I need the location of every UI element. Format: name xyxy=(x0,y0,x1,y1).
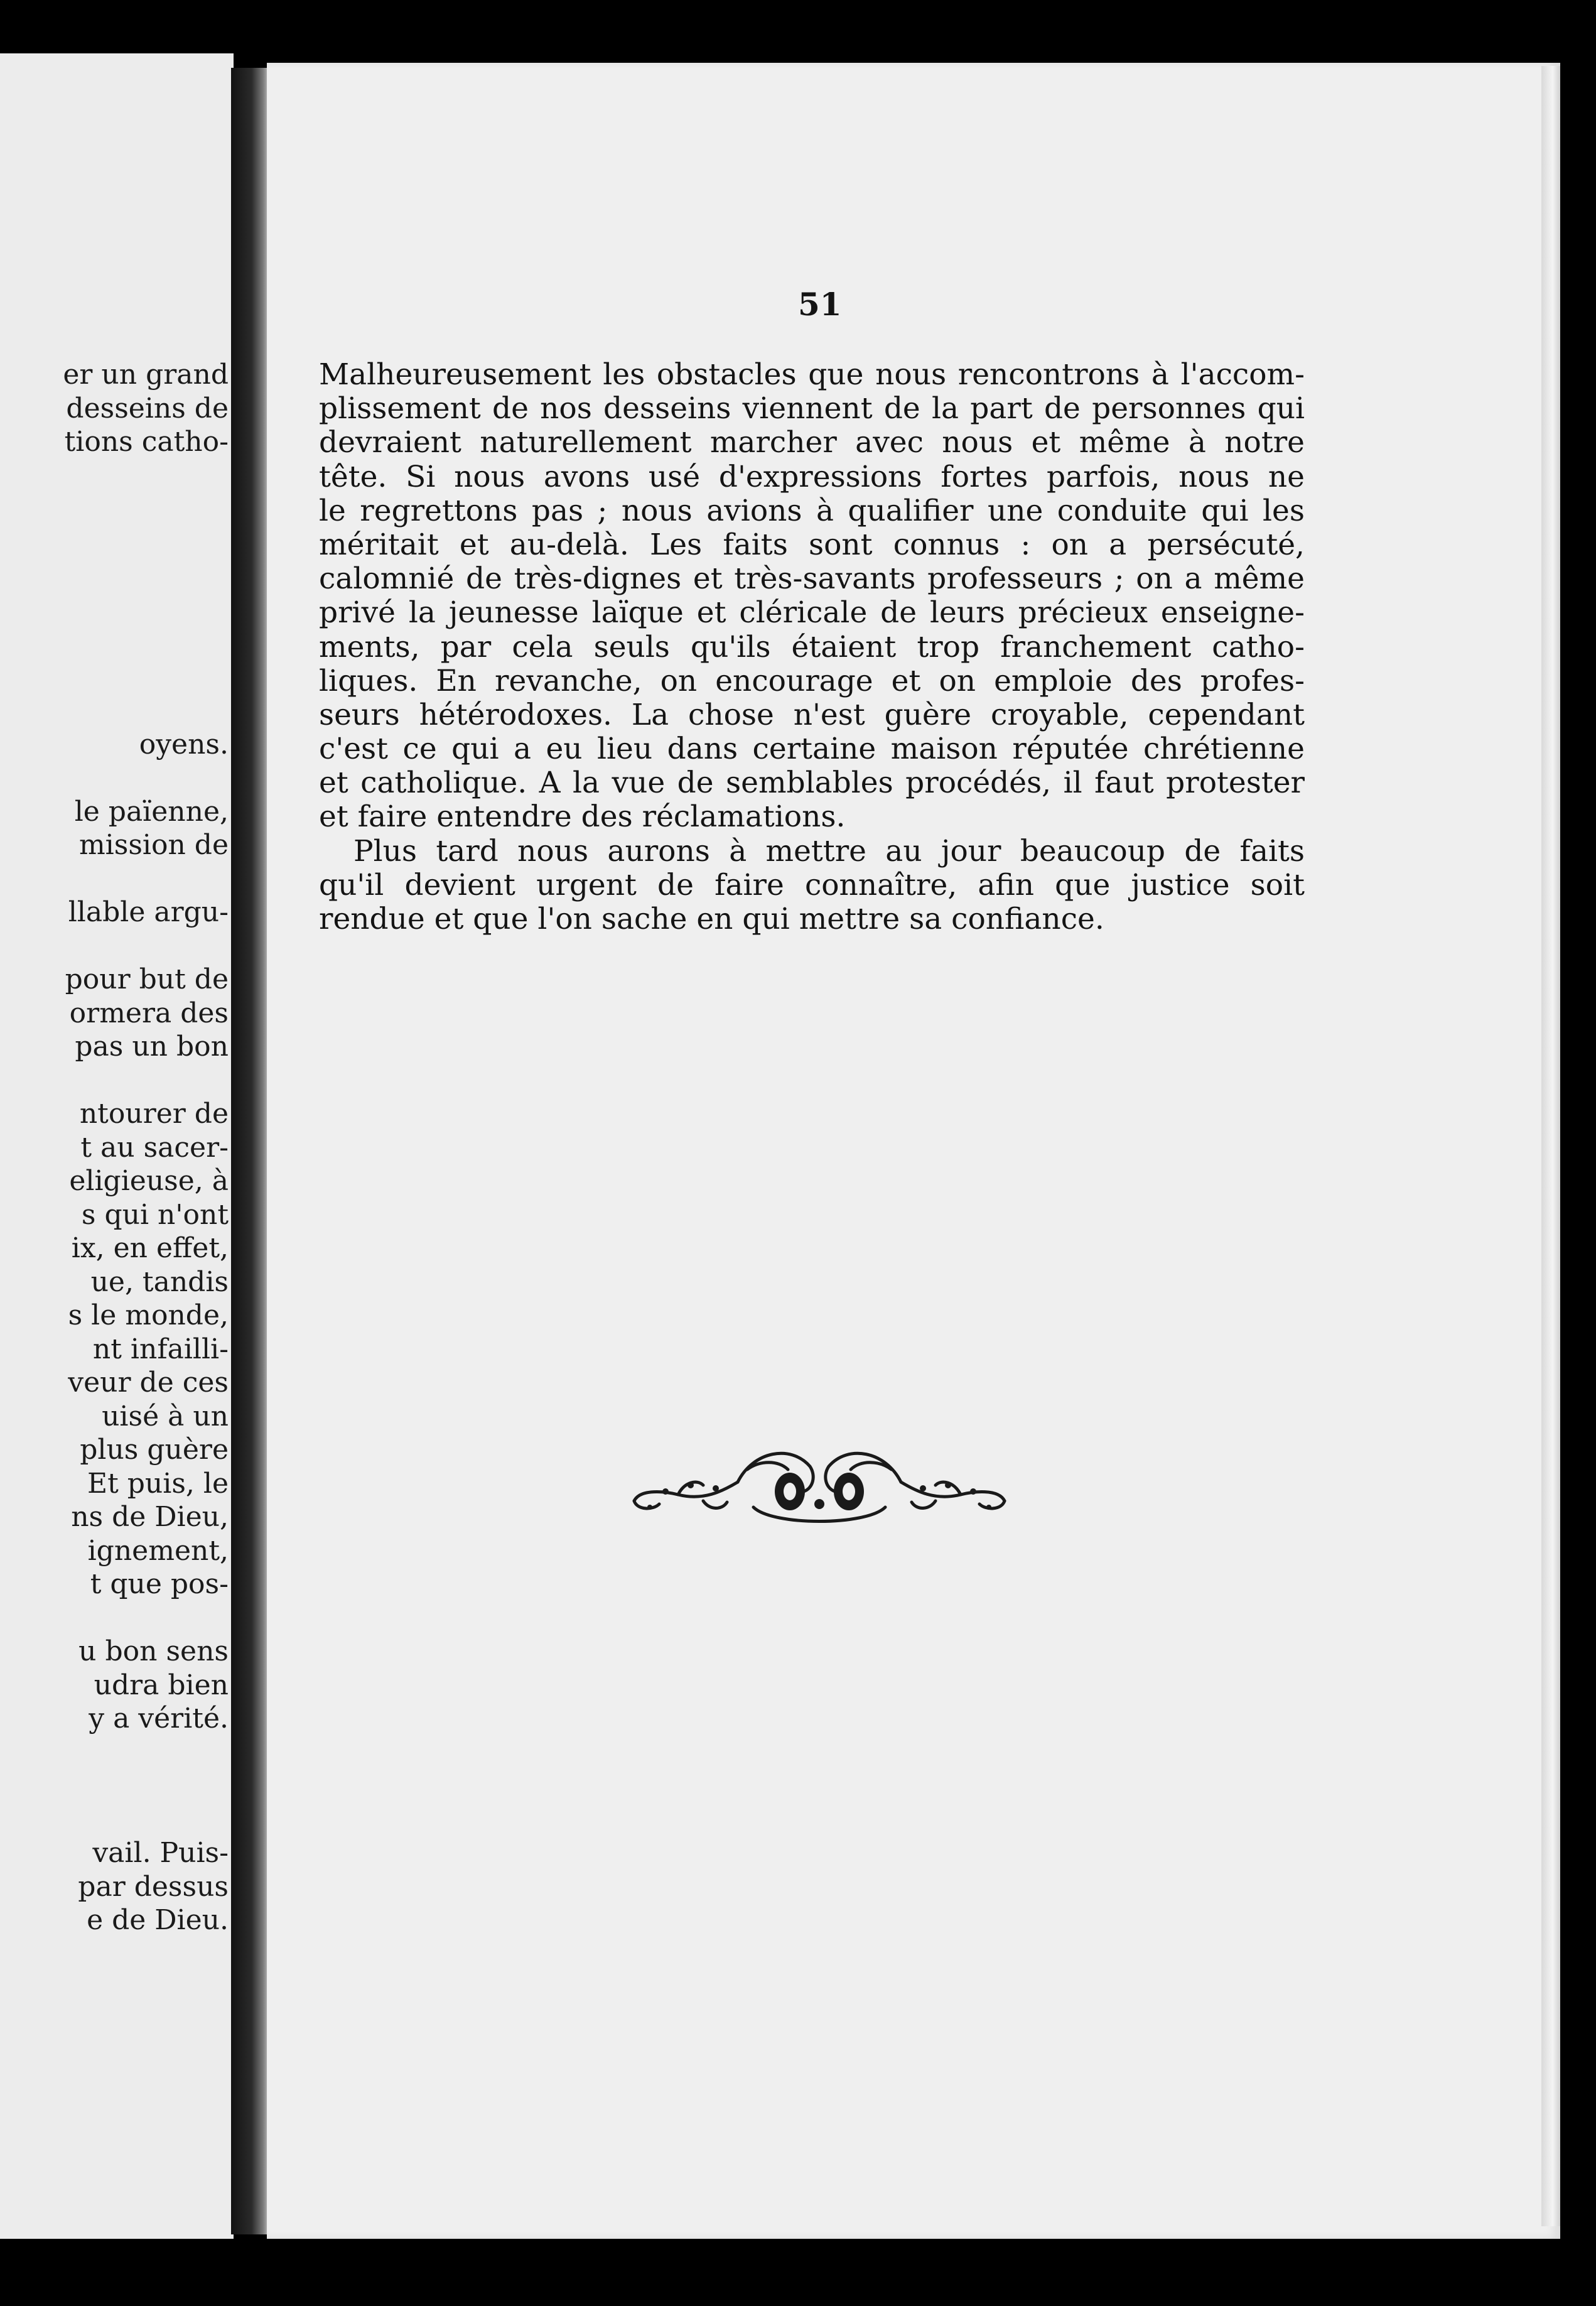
left-page-line xyxy=(0,627,229,661)
left-page-line xyxy=(0,862,229,896)
page-number: 51 xyxy=(798,286,842,323)
text-line: qu'il devient urgent de faire connaître, afin que justice soit xyxy=(319,867,1305,902)
left-page-line: s qui n'ont xyxy=(81,1198,229,1231)
left-page-line xyxy=(0,1601,229,1635)
text-line: et faire entendre des réclamations. xyxy=(319,799,846,835)
left-page-line: llable argu- xyxy=(68,896,229,928)
text-line: méritait et au-delà. Les faits sont connus : on a persécuté, xyxy=(319,527,1305,562)
left-page-line: udra bien xyxy=(94,1669,229,1701)
left-page-line: ignement, xyxy=(87,1534,229,1567)
left-page-line: ntourer de xyxy=(79,1098,229,1130)
left-page-line: vail. Puis- xyxy=(92,1837,229,1869)
left-page-line xyxy=(0,1064,229,1098)
left-page-line: er un grand xyxy=(63,359,229,391)
left-page-line xyxy=(0,1803,229,1837)
left-page-line xyxy=(0,560,229,593)
left-page-line xyxy=(0,492,229,526)
left-page-line: veur de ces xyxy=(68,1367,229,1399)
text-line: rendue et que l'on sache en qui mettre sa confiance. xyxy=(319,902,1104,936)
text-line: plissement de nos desseins viennent de la part de personnes qui xyxy=(319,391,1305,426)
text-line: calomnié de très-dignes et très-savants professeurs ; on a même xyxy=(319,561,1305,597)
left-page-line: plus guère xyxy=(80,1434,229,1466)
text-line: liques. En revanche, on encourage et on emploie des profes- xyxy=(319,663,1305,698)
left-page-line: mission de xyxy=(78,829,229,861)
left-page-line: pas un bon xyxy=(75,1031,229,1063)
left-page-line xyxy=(0,526,229,560)
left-page-line xyxy=(0,1736,229,1770)
left-page-line xyxy=(0,593,229,627)
left-page-fragment xyxy=(0,53,234,2239)
left-page-line: par dessus xyxy=(78,1870,229,1903)
left-page-line xyxy=(0,1769,229,1803)
left-page-line: pour but de xyxy=(65,963,229,995)
left-page-line xyxy=(0,694,229,728)
left-page-line: oyens. xyxy=(139,728,229,761)
left-page-line: ns de Dieu, xyxy=(71,1501,229,1533)
text-line: Plus tard nous aurons à mettre au jour beaucoup de faits xyxy=(353,833,1305,869)
text-line: et catholique. A la vue de semblables procédés, il faut protester xyxy=(319,766,1305,801)
left-page-line: tions catho- xyxy=(64,426,229,458)
left-page-line: s le monde, xyxy=(68,1299,229,1331)
left-page-line: ormera des xyxy=(69,997,229,1029)
left-page-line: nt infailli- xyxy=(92,1333,229,1365)
left-page-line: e de Dieu. xyxy=(87,1904,229,1936)
text-line: c'est ce qui a eu lieu dans certaine maison réputée chrétienne xyxy=(319,732,1305,767)
left-page-line: y a vérité. xyxy=(89,1702,229,1735)
binding-gutter xyxy=(231,68,269,2234)
text-line: seurs hétérodoxes. La chose n'est guère croyable, cependant xyxy=(319,697,1305,732)
left-page-line xyxy=(0,661,229,695)
page-edge xyxy=(1541,66,1560,2226)
left-page-line: t au sacer- xyxy=(80,1131,229,1164)
left-page-line: ue, tandis xyxy=(90,1265,229,1298)
left-page-line xyxy=(0,459,229,493)
left-page-line: t que pos- xyxy=(90,1568,229,1600)
floral-ornament-icon xyxy=(628,1432,1011,1539)
left-page-line xyxy=(0,761,229,795)
left-page-line: eligieuse, à xyxy=(69,1165,229,1197)
text-line: tête. Si nous avons usé d'expressions fortes parfois, nous ne xyxy=(319,459,1305,494)
text-line: Malheureusement les obstacles que nous rencontrons à l'accom- xyxy=(319,357,1305,392)
left-page-line xyxy=(0,929,229,963)
left-page-line: le païenne, xyxy=(74,795,229,828)
text-line: le regrettons pas ; nous avions à qualifier une conduite qui les xyxy=(319,493,1305,528)
text-line: ments, par cela seuls qu'ils étaient trop franchement catho- xyxy=(319,629,1305,664)
left-page-line: Et puis, le xyxy=(87,1467,229,1500)
left-page-line: u bon sens xyxy=(78,1635,229,1667)
body-text xyxy=(319,358,1305,936)
left-page-line: uisé à un xyxy=(102,1400,229,1432)
left-page-text xyxy=(0,358,229,1937)
left-page-line: desseins de xyxy=(66,392,229,425)
text-line: privé la jeunesse laïque et cléricale de leurs précieux enseigne- xyxy=(319,595,1305,631)
left-page-line: ix, en effet, xyxy=(71,1232,229,1264)
text-line: devraient naturellement marcher avec nous et même à notre xyxy=(319,425,1305,460)
